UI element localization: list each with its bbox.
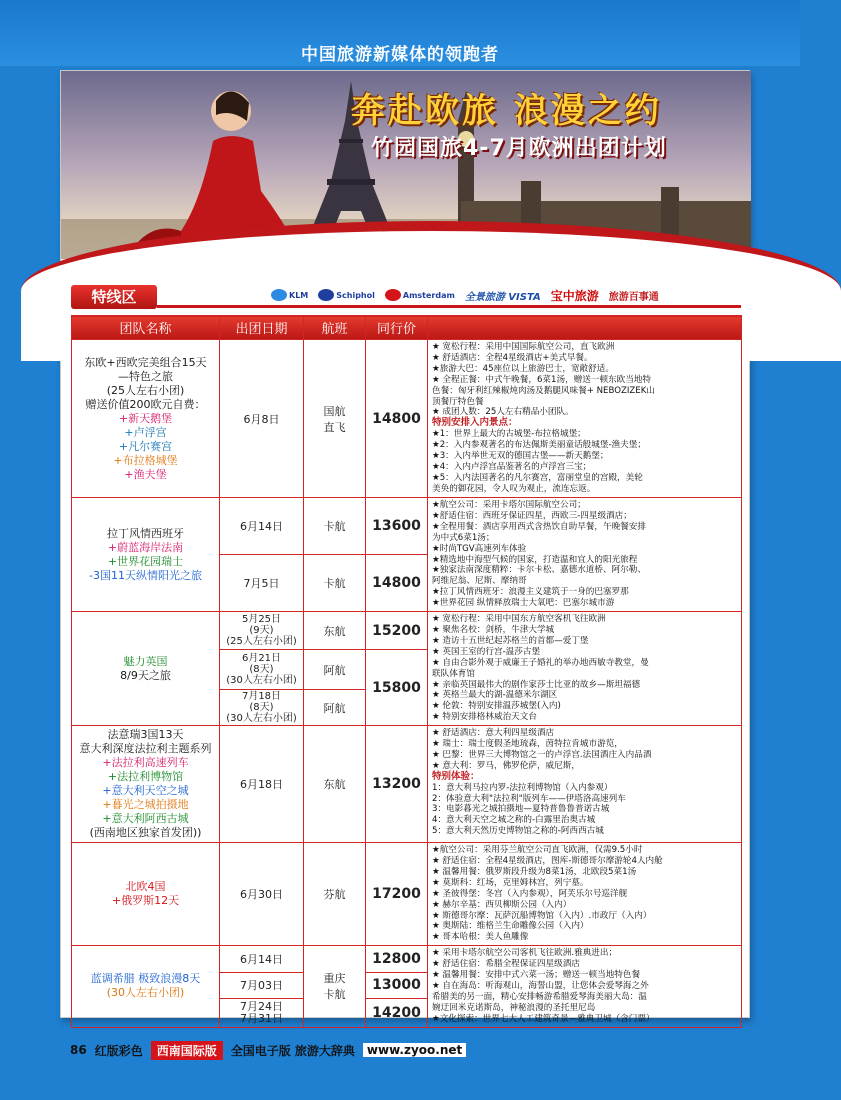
section-tab: 特线区 xyxy=(71,285,157,309)
col-header-desc xyxy=(428,316,742,340)
table-row xyxy=(72,726,742,843)
price: 14800 xyxy=(366,555,428,612)
airline: 卡航 xyxy=(304,498,366,555)
depart-date: 7月24日 7月31日 xyxy=(220,999,304,1028)
airline: 东航 xyxy=(304,726,366,843)
tour-details: ★航空公司：采用芬兰航空公司直飞欧洲，仅需9.5小时 ★ 舒适住宿：全程4星级酒店，图库-斯德哥尔摩游轮4人内舱 ★ 温馨用餐：俄罗斯段升级为8菜1汤，北欧段5菜1汤 ★ 莫斯科：红场，克里姆林宫，列宁墓。 ★ 圣彼得堡：冬宫（入内参观），阿芙乐尔号巡洋舰 ★ 赫尔辛基：西贝柳斯公园（入内） ★ 斯德哥尔摩：瓦萨沉船博物馆（入内）.市政厅（入内） ★ 奥斯陆：维格兰生命雕像公园（入内） ★ 哥本哈根：美人鱼雕像 xyxy=(428,843,742,946)
tour-name: 拉丁风情西班牙 +蔚蓝海岸法南 +世界花园瑞士 -3国11天纵情阳光之旅 xyxy=(72,498,220,612)
depart-date: 7月5日 xyxy=(220,555,304,612)
table-row xyxy=(72,612,742,650)
depart-date: 6月14日 xyxy=(220,946,304,972)
price: 12800 xyxy=(366,946,428,972)
table-row xyxy=(72,340,742,498)
tour-table xyxy=(71,315,742,1028)
tour-details: ★ 宽松行程：采用中国国际航空公司，直飞欧洲 ★ 舒适酒店：全程4星级酒店+美式早餐。 ★旅游大巴：45座位以上旅游巴士，宽敞舒适。 ★ 全程正餐：中式午晚餐，6菜1汤，赠送一顿东欧当地特 色餐：匈牙利红辣椒炖肉汤及鹅腿风味餐+ NEBOZIZEK山 顶餐厅特色餐 ★ 成团人数：25人左右精品小团队。 特别安排入内景点： ★1：世界上最大的古城堡-布拉格城堡； ★2：入内参观著名的布达佩斯美丽童话般城堡-渔夫堡； ★3：入内举世无双的德国古堡——新天鹅堡； ★4：入内卢浮宫品鉴著名的卢浮宫三宝； ★5：入内法国著名的凡尔赛宫，富丽堂皇的宫殿，美轮 美奂的御花园，令人叹为观止，流连忘返。 xyxy=(428,340,742,498)
tour-name: 北欧4国 +俄罗斯12天 xyxy=(72,843,220,946)
table-row xyxy=(72,946,742,972)
tour-details: ★ 采用卡塔尔航空公司客机飞往欧洲.雅典进出； ★ 舒适住宿：希腊全程保证四星级酒店 ★ 温馨用餐：安排中式六菜一汤；赠送一顿当地特色餐 ★ 自在海岛：听海观山，海誓山盟，让您体会爱琴海之外 希腊美的另一面，精心安排畅游希腊爱琴海美丽大岛：温 婉迂回米克诺斯岛，神秘浪漫的圣托里尼岛 ★文化探索：世界七大人工建筑奇景—雅典卫城（含门票） xyxy=(428,946,742,1027)
depart-date: 6月14日 xyxy=(220,498,304,555)
airline: 国航 直飞 xyxy=(304,340,366,498)
price: 15800 xyxy=(366,650,428,726)
schiphol-logo: Schiphol xyxy=(318,289,375,301)
klm-logo: KLM xyxy=(271,289,308,301)
page-footer xyxy=(70,1040,466,1060)
col-header-flight: 航班 xyxy=(304,316,366,340)
depart-date: 7月03日 xyxy=(220,972,304,998)
edition-badge: 西南国际版 xyxy=(151,1041,223,1060)
website-link[interactable]: www.zyoo.net xyxy=(363,1043,466,1057)
table-header-row xyxy=(72,316,742,340)
footer-section: 红版彩色 xyxy=(94,1043,143,1058)
airline: 阿航 xyxy=(304,690,366,726)
crown-icon xyxy=(271,289,287,301)
baishitong-logo: 旅游百事通 xyxy=(608,291,659,303)
price: 15200 xyxy=(366,612,428,650)
tour-name: 蓝调希腊 极致浪漫8天 (30人左右小团) xyxy=(72,946,220,1027)
airline: 东航 xyxy=(304,612,366,650)
table-row xyxy=(72,498,742,555)
tour-details: ★航空公司：采用卡塔尔国际航空公司； ★舒适住宿：西班牙保证四星，西欧三-四星级酒店； ★全程用餐：酒店享用西式含热饮自助早餐，午晚餐安排 为中式6菜1汤； ★时尚TGV高速列车体验 ★精选地中海型气候的国家，打造温和宜人的阳光旅程 ★独家法南深度精粹：卡尔卡松、嘉德水道桥、阿尔勒、 阿维尼翁、尼斯、摩纳哥 ★拉丁风情西班牙：浪漫主义建筑于一身的巴塞罗那 ★世界花园 纵情释放瑞士大氧吧：巴塞尔城市游 xyxy=(428,498,742,612)
col-header-price: 同行价 xyxy=(366,316,428,340)
price: 13200 xyxy=(366,726,428,843)
depart-date: 6月30日 xyxy=(220,843,304,946)
price: 17200 xyxy=(366,843,428,946)
depart-date: 6月18日 xyxy=(220,726,304,843)
page-number: 86 xyxy=(70,1043,87,1057)
tour-name: 魅力英国 8/9天之旅 xyxy=(72,612,220,726)
col-header-name: 团队名称 xyxy=(72,316,220,340)
canal-house-icon xyxy=(385,289,401,301)
col-header-date: 出团日期 xyxy=(220,316,304,340)
airline: 阿航 xyxy=(304,650,366,690)
table-row xyxy=(72,843,742,946)
baozhong-logo: 宝中旅游 xyxy=(550,288,599,303)
tour-name: 法意瑞3国13天 意大利深度法拉利主题系列 +法拉利高速列车 +法拉利博物馆 +意大利天空之城 +暮光之城拍摄地 +意大利阿西古城 (西南地区独家首发团)) xyxy=(72,726,220,843)
hero-banner xyxy=(61,71,751,283)
section-bar xyxy=(71,285,741,311)
airline: 重庆 卡航 xyxy=(304,946,366,1027)
price: 14200 xyxy=(366,999,428,1028)
depart-date: 5月25日 (9天) (25人左右小团) xyxy=(220,612,304,650)
hero-subtitle: 竹园国旅4-7月欧洲出团计划 xyxy=(371,136,667,161)
depart-date: 6月8日 xyxy=(220,340,304,498)
airport-icon xyxy=(318,289,334,301)
depart-date: 6月21日 (8天) (30人左右小团) xyxy=(220,650,304,690)
tagline: 中国旅游新媒体的领跑者 xyxy=(301,45,499,65)
airline: 卡航 xyxy=(304,555,366,612)
tour-details: ★ 宽松行程：采用中国东方航空客机飞往欧洲 ★ 聚焦名校：剑桥，牛津大学城 ★ 造访十五世纪起苏格兰的首都—爱丁堡 ★ 英国王室的行宫-温莎古堡 ★ 自由合影外观于威廉王子婚礼的举办地西敏寺教堂，曼 联队体育馆 ★ 亲临英国最伟大的剧作家莎士比亚的故乡—斯坦福德 ★ 英格兰最大的湖-温德米尔湖区 ★ 伦敦：特别安排温莎城堡(入内) ★ 特别安排格林威治天文台 xyxy=(428,612,742,726)
vista-logo: 全景旅游 VISTA xyxy=(464,291,541,303)
depart-date: 7月18日 (8天) (30人左右小团) xyxy=(220,690,304,726)
tour-name: 东欧+西欧完美组合15天 —特色之旅 (25人左右小团) 赠送价值200欧元自费： +新天鹅堡 +卢浮宫 +凡尔赛宫 +布拉格城堡 +渔夫堡 xyxy=(72,340,220,498)
hero-title: 奔赴欧旅 浪漫之约 xyxy=(351,91,662,131)
price: 13600 xyxy=(366,498,428,555)
tour-details: ★ 舒适酒店：意大利四星级酒店 ★ 瑞士：瑞士度假圣地琉森，茵特拉肯城市游览， ★ 巴黎：世界三大博物馆之一的卢浮宫.法国酒庄入内品酒 ★ 意大利：罗马，佛罗伦萨，威尼斯， 特别体验： 1：意大利马拉内罗-法拉利博物馆（入内参观） 2：体验意大利"法拉利"版列车——伊塔洛高速列车 3：电影暮光之城拍摄地—夏特普鲁鲁普诺古城 4：意大利天空之城之称的-白露里治奥古城 5：意大利天然历史博物馆之称的-阿西西古城 xyxy=(428,726,742,843)
amsterdam-logo: Amsterdam xyxy=(385,289,455,301)
price: 13000 xyxy=(366,972,428,998)
footer-edition: 全国电子版 旅游大辞典 xyxy=(230,1043,355,1058)
brochure-page xyxy=(60,70,750,1025)
partner-logos xyxy=(271,285,659,305)
section-rule xyxy=(157,305,741,308)
price: 14800 xyxy=(366,340,428,498)
airline: 芬航 xyxy=(304,843,366,946)
